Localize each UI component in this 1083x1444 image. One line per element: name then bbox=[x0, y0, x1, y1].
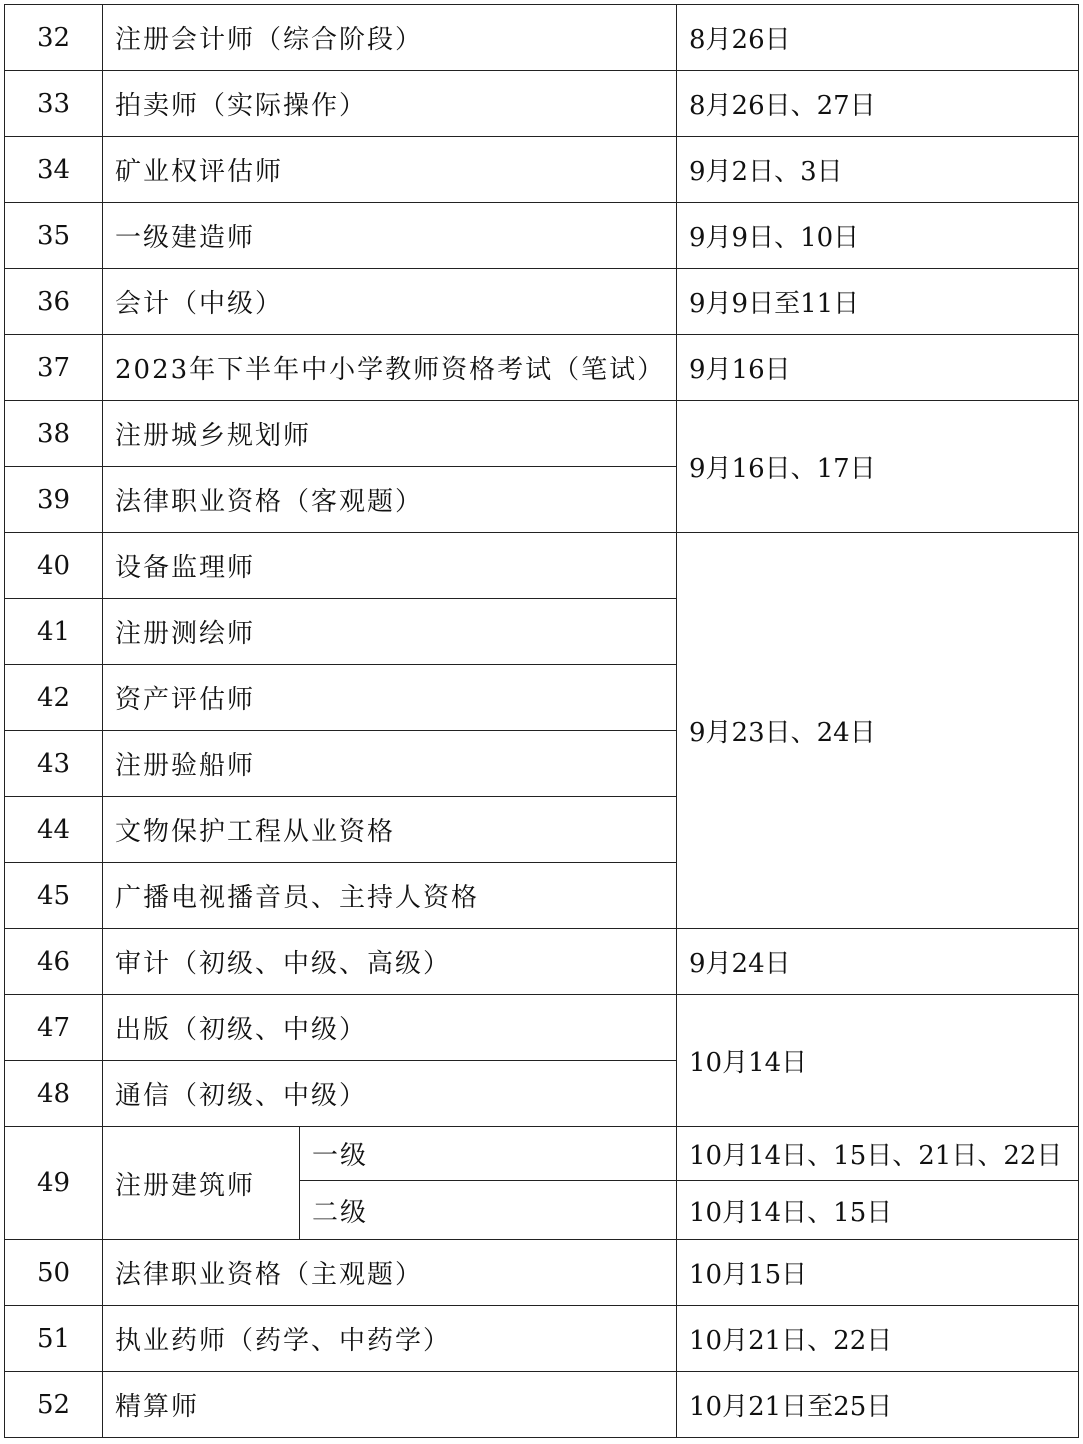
exam-date-merged: 10月14日 bbox=[677, 995, 1079, 1127]
table-row bbox=[5, 203, 1079, 269]
exam-name: 广播电视播音员、主持人资格 bbox=[103, 863, 677, 929]
row-number: 37 bbox=[5, 335, 103, 401]
exam-name: 法律职业资格（客观题） bbox=[103, 467, 677, 533]
exam-name: 法律职业资格（主观题） bbox=[103, 1240, 677, 1306]
exam-date: 10月21日、22日 bbox=[677, 1306, 1079, 1372]
exam-name: 注册会计师（综合阶段） bbox=[103, 5, 677, 71]
exam-name: 拍卖师（实际操作） bbox=[103, 71, 677, 137]
exam-name: 注册城乡规划师 bbox=[103, 401, 677, 467]
exam-name: 会计（中级） bbox=[103, 269, 677, 335]
row-number: 43 bbox=[5, 731, 103, 797]
exam-name: 文物保护工程从业资格 bbox=[103, 797, 677, 863]
exam-date: 9月24日 bbox=[677, 929, 1079, 995]
row-number: 46 bbox=[5, 929, 103, 995]
row-number: 44 bbox=[5, 797, 103, 863]
row-number: 45 bbox=[5, 863, 103, 929]
table-row bbox=[5, 1240, 1079, 1306]
row-number: 50 bbox=[5, 1240, 103, 1306]
row-number: 34 bbox=[5, 137, 103, 203]
table-row bbox=[5, 5, 1079, 71]
exam-date-merged: 9月16日、17日 bbox=[677, 401, 1079, 533]
sub-level: 二级 bbox=[300, 1181, 677, 1240]
exam-date: 10月14日、15日、21日、22日 bbox=[677, 1127, 1079, 1181]
exam-name: 注册测绘师 bbox=[103, 599, 677, 665]
exam-date: 9月9日至11日 bbox=[677, 269, 1079, 335]
row-number: 36 bbox=[5, 269, 103, 335]
exam-name: 精算师 bbox=[103, 1372, 677, 1438]
exam-date: 10月15日 bbox=[677, 1240, 1079, 1306]
exam-name: 执业药师（药学、中药学） bbox=[103, 1306, 677, 1372]
row-number: 48 bbox=[5, 1061, 103, 1127]
row-number: 35 bbox=[5, 203, 103, 269]
exam-name: 注册验船师 bbox=[103, 731, 677, 797]
table-row bbox=[5, 929, 1079, 995]
table-row bbox=[5, 335, 1079, 401]
exam-name: 出版（初级、中级） bbox=[103, 995, 677, 1061]
table-row bbox=[5, 1372, 1079, 1438]
exam-date-merged: 9月23日、24日 bbox=[677, 533, 1079, 929]
exam-date: 10月21日至25日 bbox=[677, 1372, 1079, 1438]
row-number: 38 bbox=[5, 401, 103, 467]
table-row bbox=[5, 1127, 1079, 1181]
exam-date: 10月14日、15日 bbox=[677, 1181, 1079, 1240]
row-number: 32 bbox=[5, 5, 103, 71]
sub-level: 一级 bbox=[300, 1127, 677, 1181]
table-row bbox=[5, 995, 1079, 1061]
row-number: 49 bbox=[5, 1127, 103, 1240]
exam-name: 设备监理师 bbox=[103, 533, 677, 599]
table-row bbox=[5, 1306, 1079, 1372]
table-row bbox=[5, 401, 1079, 467]
row-number: 51 bbox=[5, 1306, 103, 1372]
exam-name: 通信（初级、中级） bbox=[103, 1061, 677, 1127]
row-number: 33 bbox=[5, 71, 103, 137]
row-number: 47 bbox=[5, 995, 103, 1061]
exam-date: 9月9日、10日 bbox=[677, 203, 1079, 269]
exam-date: 9月2日、3日 bbox=[677, 137, 1079, 203]
row-number: 42 bbox=[5, 665, 103, 731]
table-row bbox=[5, 269, 1079, 335]
exam-date: 8月26日、27日 bbox=[677, 71, 1079, 137]
exam-name: 审计（初级、中级、高级） bbox=[103, 929, 677, 995]
row-number: 40 bbox=[5, 533, 103, 599]
exam-name: 2023年下半年中小学教师资格考试（笔试） bbox=[103, 335, 677, 401]
row-number: 52 bbox=[5, 1372, 103, 1438]
exam-schedule-table bbox=[4, 4, 1079, 1438]
table-row bbox=[5, 137, 1079, 203]
table-row bbox=[5, 533, 1079, 599]
exam-date: 9月16日 bbox=[677, 335, 1079, 401]
row-number: 41 bbox=[5, 599, 103, 665]
exam-name: 资产评估师 bbox=[103, 665, 677, 731]
row-number: 39 bbox=[5, 467, 103, 533]
table-row bbox=[5, 71, 1079, 137]
exam-name: 一级建造师 bbox=[103, 203, 677, 269]
exam-date: 8月26日 bbox=[677, 5, 1079, 71]
exam-name: 矿业权评估师 bbox=[103, 137, 677, 203]
exam-name: 注册建筑师 bbox=[103, 1127, 300, 1240]
